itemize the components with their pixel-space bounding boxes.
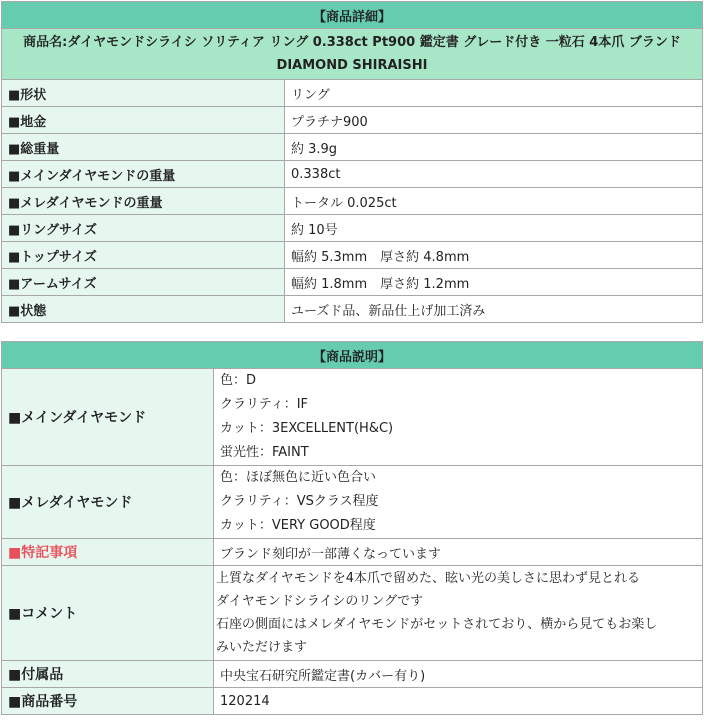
- condition-value: ユーズド品、新品仕上げ加工済み: [285, 296, 703, 323]
- item-number-value: 120214: [214, 688, 703, 715]
- main-diamond-specs: [214, 369, 703, 466]
- melee-diamond-specs: [214, 466, 703, 539]
- product-name: 商品名:ダイヤモンドシライシ ソリティア リング 0.338ct Pt900 鑑定書 グレード付き 一粒石 4本爪 ブランド DIAMOND SHIRAISHI: [2, 29, 703, 80]
- total-weight-label: ■総重量: [2, 134, 285, 161]
- top-size-label: ■トップサイズ: [2, 242, 285, 269]
- accessories-value: 中央宝石研究所鑑定書(カバー有り): [214, 661, 703, 688]
- table-row: [2, 688, 703, 715]
- table-row: [2, 296, 703, 323]
- main-diamond-clarity: クラリティ：IF: [220, 397, 309, 412]
- table-row: [2, 661, 703, 688]
- main-diamond-label: ■メインダイヤモンド: [2, 369, 214, 466]
- melee-diamond-label: ■メレダイヤモンド: [2, 466, 214, 539]
- comment-line: 上質なダイヤモンドを4本爪で留めた、眩い光の美しさに思わず見とれる: [216, 571, 641, 586]
- shape-value: リング: [285, 80, 703, 107]
- table-row: [2, 80, 703, 107]
- melee-diamond-cut: カット：VERY GOOD程度: [220, 518, 376, 533]
- main-diamond-fluorescence: 蛍光性：FAINT: [220, 445, 309, 460]
- table-row: [2, 269, 703, 296]
- main-diamond-weight-value: 0.338ct: [285, 161, 703, 188]
- main-diamond-cut: カット：3EXCELLENT(H&C): [220, 421, 394, 436]
- product-description-table: [1, 341, 703, 715]
- metal-value: プラチナ900: [285, 107, 703, 134]
- melee-diamond-color: 色：ほぼ無色に近い色合い: [220, 470, 377, 485]
- table-row: [2, 369, 703, 466]
- comment-line: 石座の側面にはメレダイヤモンドがセットされており、横から見てもお楽し: [216, 617, 658, 632]
- table-row: [2, 107, 703, 134]
- details-header: 【商品詳細】: [2, 2, 703, 29]
- ring-size-label: ■リングサイズ: [2, 215, 285, 242]
- item-number-label: ■商品番号: [2, 688, 214, 715]
- main-diamond-color: 色：D: [220, 373, 257, 388]
- melee-diamond-weight-value: トータル 0.025ct: [285, 188, 703, 215]
- condition-label: ■状態: [2, 296, 285, 323]
- table-row: [2, 188, 703, 215]
- table-row: [2, 161, 703, 188]
- table-row: [2, 566, 703, 661]
- melee-diamond-clarity: クラリティ：VSクラス程度: [220, 494, 379, 509]
- total-weight-value: 約 3.9g: [285, 134, 703, 161]
- comment-label: ■コメント: [2, 566, 214, 661]
- table-row: [2, 466, 703, 539]
- product-details-table: [1, 1, 703, 323]
- arm-size-label: ■アームサイズ: [2, 269, 285, 296]
- ring-size-value: 約 10号: [285, 215, 703, 242]
- special-notes-label: ■特記事項: [2, 539, 214, 566]
- metal-label: ■地金: [2, 107, 285, 134]
- melee-diamond-weight-label: ■メレダイヤモンドの重量: [2, 188, 285, 215]
- table-row: [2, 242, 703, 269]
- table-row: [2, 539, 703, 566]
- table-row: [2, 134, 703, 161]
- accessories-label: ■付属品: [2, 661, 214, 688]
- description-header: 【商品説明】: [2, 342, 703, 369]
- shape-label: ■形状: [2, 80, 285, 107]
- arm-size-value: 幅約 1.8mm 厚さ約 1.2mm: [285, 269, 703, 296]
- table-row: [2, 215, 703, 242]
- special-notes-value: ブランド刻印が一部薄くなっています: [214, 539, 703, 566]
- comment-line: ダイヤモンドシライシのリングです: [216, 594, 424, 609]
- comment-text: [214, 566, 703, 661]
- comment-line: みいただけます: [216, 640, 308, 655]
- main-diamond-weight-label: ■メインダイヤモンドの重量: [2, 161, 285, 188]
- top-size-value: 幅約 5.3mm 厚さ約 4.8mm: [285, 242, 703, 269]
